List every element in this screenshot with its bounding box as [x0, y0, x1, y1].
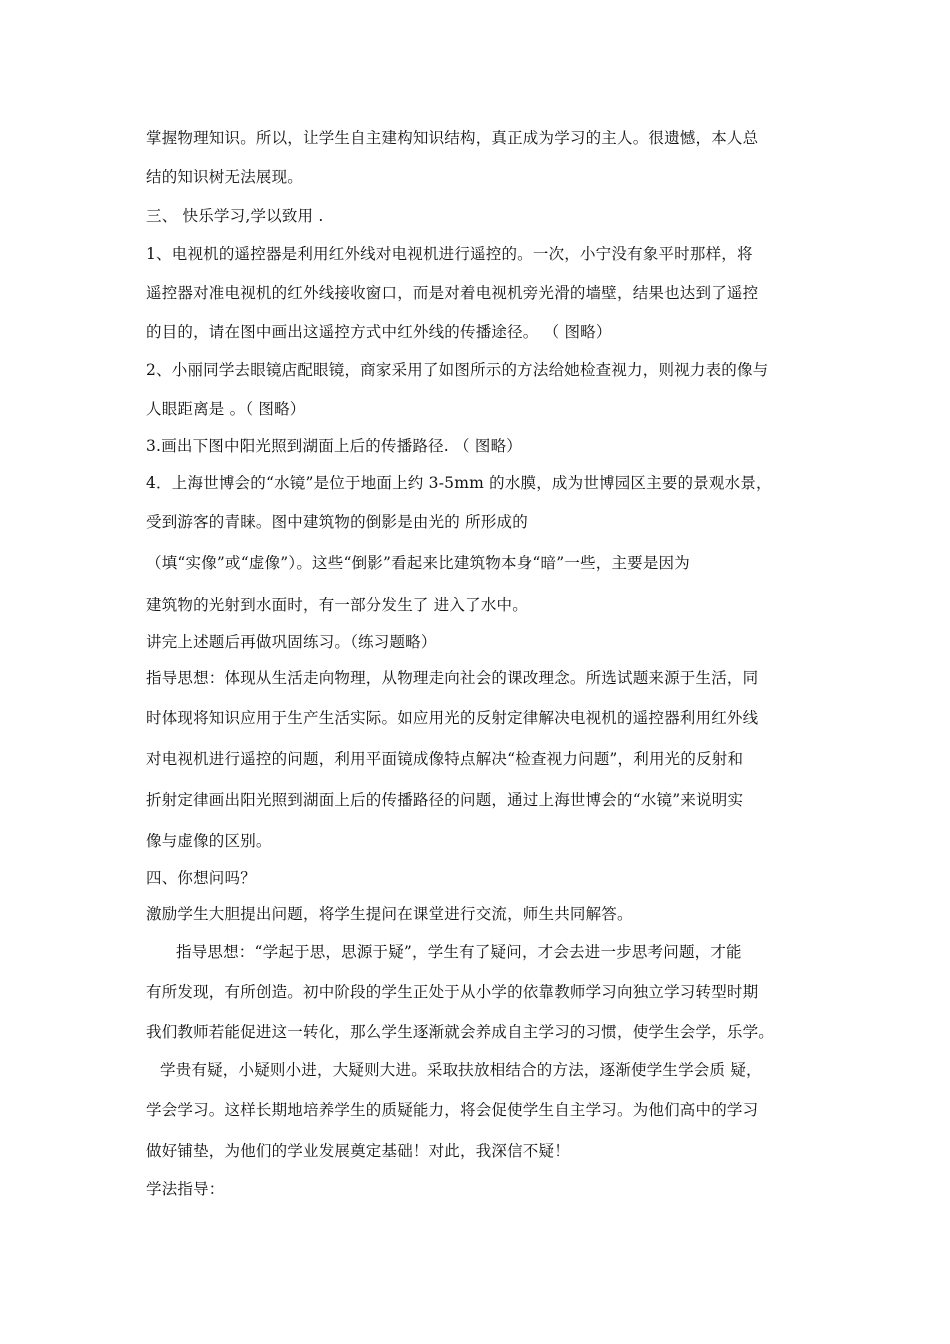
text-line: 讲完上述题后再做巩固练习。（练习题略） — [146, 633, 437, 651]
text-line: 人眼距离是 。（ 图略） — [146, 400, 306, 418]
text-line: 我们教师若能促进这一转化，那么学生逐渐就会养成自主学习的习惯，使学生会学，乐学。 — [146, 1023, 775, 1041]
text-line: 学贵有疑，小疑则小进，大疑则大进。采取扶放相结合的方法，逐渐使学生学会质 疑， — [160, 1061, 762, 1079]
text-line: 的目的，请在图中画出这遥控方式中红外线的传播途径。 （ 图略） — [146, 323, 612, 341]
text-line: 时体现将知识应用于生产生活实际。如应用光的反射定律解决电视机的遥控器利用红外线 — [146, 709, 759, 727]
text-line: 有所发现，有所创造。初中阶段的学生正处于从小学的依靠教师学习向独立学习转型时期 — [146, 983, 759, 1001]
text-line: 对电视机进行遥控的问题，利用平面镜成像特点解决“检查视力问题”，利用光的反射和 — [146, 750, 744, 768]
section-heading: 四、你想问吗？ — [146, 869, 256, 887]
text-line: 学会学习。这样长期地培养学生的质疑能力，将会促使学生自主学习。为他们高中的学习 — [146, 1101, 759, 1119]
text-line: 激励学生大胆提出问题，将学生提问在课堂进行交流，师生共同解答。 — [146, 905, 633, 923]
text-line: 指导思想：体现从生活走向物理，从物理走向社会的课改理念。所选试题来源于生活，同 — [146, 669, 759, 687]
text-line: 3.画出下图中阳光照到湖面上后的传播路径. （ 图略） — [146, 437, 522, 455]
text-line: （填“实像”或“虚像”）。这些“倒影”看起来比建筑物本身“暗”一些，主要是因为 — [146, 554, 690, 572]
text-line: 4．上海世博会的“水镜”是位于地面上约 3-5mm 的水膜，成为世博园区主要的景观水景， — [146, 474, 772, 492]
text-line: 结的知识树无法展现。 — [146, 168, 304, 186]
text-line: 受到游客的青睐。图中建筑物的倒影是由光的 所形成的 — [146, 513, 528, 531]
text-line: 遥控器对准电视机的红外线接收窗口，而是对着电视机旁光滑的墙壁，结果也达到了遥控 — [146, 284, 759, 302]
text-line: 折射定律画出阳光照到湖面上后的传播路径的问题，通过上海世博会的“水镜”来说明实 — [146, 791, 744, 809]
text-line: 1、电视机的遥控器是利用红外线对电视机进行遥控的。一次，小宁没有象平时那样，将 — [146, 245, 753, 263]
text-line: 掌握物理知识。所以，让学生自主建构知识结构，真正成为学习的主人。很遗憾，本人总 — [146, 129, 759, 147]
text-line: 做好铺垫，为他们的学业发展奠定基础！对此，我深信不疑！ — [146, 1142, 570, 1160]
text-line: 建筑物的光射到水面时，有一部分发生了 进入了水中。 — [146, 596, 528, 614]
text-line: 2、小丽同学去眼镜店配眼镜，商家采用了如图所示的方法给她检查视力，则视力表的像与 — [146, 361, 769, 379]
text-line: 学法指导： — [146, 1180, 225, 1198]
text-line: 指导思想：“学起于思，思源于疑”，学生有了疑问，才会去进一步思考问题，才能 — [176, 943, 742, 961]
section-heading: 三、 快乐学习,学以致用 . — [146, 207, 324, 225]
text-line: 像与虚像的区别。 — [146, 832, 272, 850]
